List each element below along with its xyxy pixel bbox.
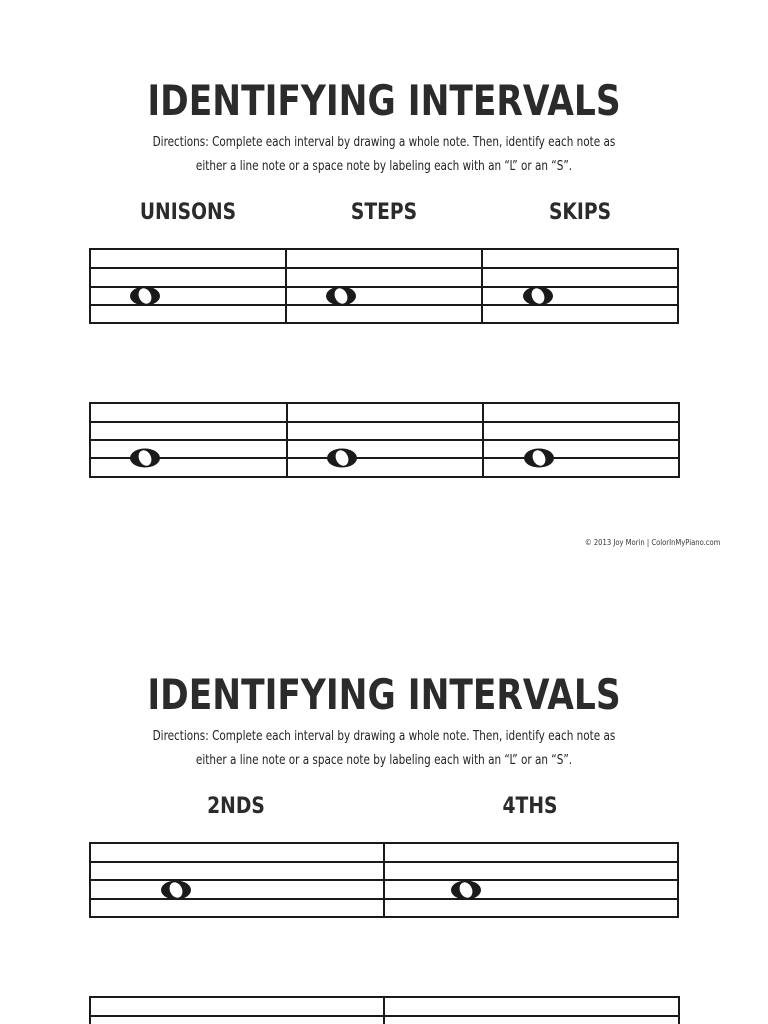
whole-notes bbox=[130, 286, 554, 900]
worksheet-2-title: IDENTIFYING INTERVALS bbox=[147, 670, 621, 719]
column-label-4ths: 4THS bbox=[502, 794, 558, 819]
whole-note-icon bbox=[161, 880, 191, 900]
column-label-skips: SKIPS bbox=[548, 200, 612, 225]
whole-note-icon bbox=[524, 448, 554, 468]
whole-note-icon bbox=[326, 286, 356, 306]
column-label-unisons: UNISONS bbox=[139, 200, 237, 225]
staff-1 bbox=[89, 249, 679, 323]
worksheet-1-title: IDENTIFYING INTERVALS bbox=[147, 76, 621, 125]
column-label-2nds: 2NDS bbox=[207, 794, 265, 819]
whole-note-icon bbox=[327, 448, 357, 468]
whole-note-icon bbox=[130, 286, 160, 306]
directions-line-2: either a line note or a space note by labeling each with an “L” or an “S”. bbox=[195, 752, 573, 768]
directions-line-1: Directions: Complete each interval by drawing a whole note. Then, identify each note as bbox=[152, 728, 616, 744]
copyright-notice: © 2013 Joy Morin | ColorInMyPiano.com bbox=[584, 538, 720, 547]
directions-line-2: either a line note or a space note by labeling each with an “L” or an “S”. bbox=[195, 158, 573, 174]
column-label-steps: STEPS bbox=[350, 200, 418, 225]
staff-2 bbox=[89, 403, 680, 477]
directions-line-1: Directions: Complete each interval by drawing a whole note. Then, identify each note as bbox=[152, 134, 616, 150]
whole-note-icon bbox=[130, 448, 160, 468]
whole-note-icon bbox=[523, 286, 553, 306]
staff-4 bbox=[89, 997, 680, 1024]
staff-3 bbox=[89, 843, 679, 917]
whole-note-icon bbox=[451, 880, 481, 900]
